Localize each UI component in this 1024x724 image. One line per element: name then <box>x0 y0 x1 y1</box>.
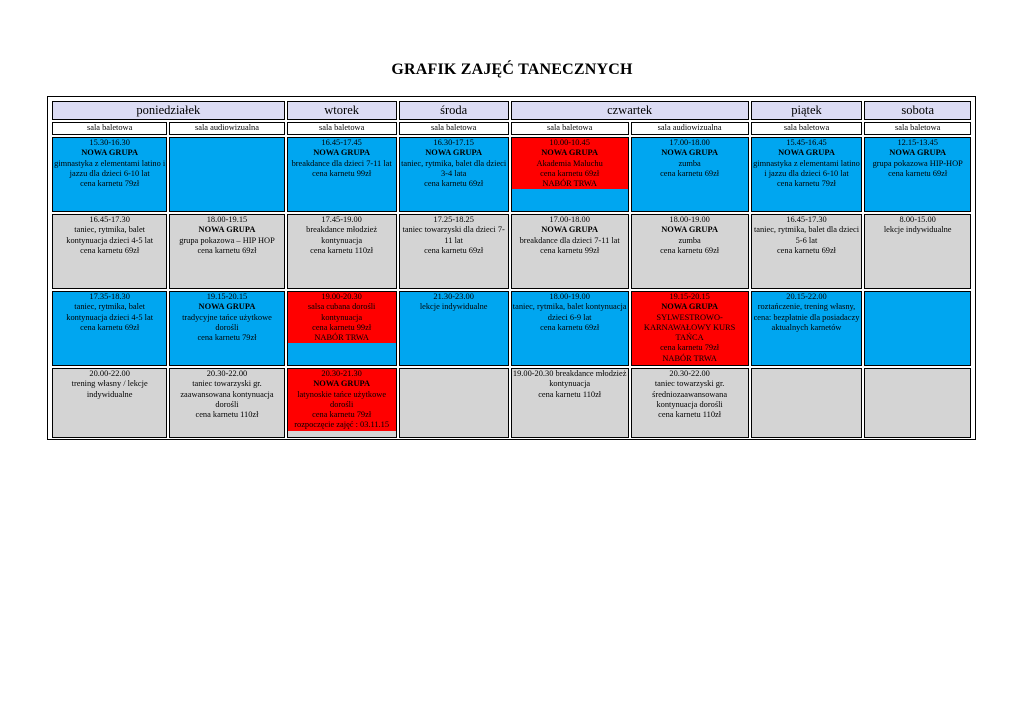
class-text: cena karnetu 99zł <box>312 322 372 332</box>
class-cell <box>751 137 863 212</box>
class-text: cena karnetu 69zł <box>540 168 600 178</box>
schedule-table <box>50 99 973 440</box>
class-text: cena karnetu 79zł <box>776 179 837 189</box>
class-text: 18.00-19.15 <box>206 215 248 224</box>
class-text: gimnastyka z elementami latino i jazzu dla dzieci 6-10 lat <box>54 158 166 178</box>
class-text: cena karnetu 79zł <box>80 179 140 189</box>
class-text: cena karnetu 69zł <box>776 245 837 255</box>
class-text: roztańczenie, trening własny, cena: bezpłatnie dla posiadaczy aktualnych karnetów <box>753 302 860 332</box>
class-cell <box>52 368 167 438</box>
class-text: breakdance dla dzieci 7-11 lat <box>519 235 620 245</box>
class-text: cena karnetu 69zł <box>660 168 720 178</box>
class-text: 17.00-18.00 <box>669 138 710 147</box>
class-cell <box>169 368 284 438</box>
class-text: grupa pokazowa – HIP HOP <box>179 235 275 245</box>
class-cell <box>52 137 167 212</box>
class-text: 20.30-21.30 <box>321 369 362 378</box>
class-text: 16.45-17.45 <box>321 138 362 147</box>
class-text: taniec towarzyski gr. średniozaawansowana kontynuacja dorośli <box>652 379 728 409</box>
class-cell <box>511 368 629 438</box>
class-text: NABÓR TRWA <box>542 179 597 189</box>
day-header: wtorek <box>287 101 397 120</box>
class-text: NABÓR TRWA <box>314 333 369 343</box>
class-text: cena karnetu 69zł <box>540 322 600 332</box>
class-text: 19.15-20.15 <box>206 292 248 301</box>
class-cell <box>287 137 397 212</box>
class-text: cena karnetu 69zł <box>424 179 484 189</box>
room-label: sala baletowa <box>399 122 509 135</box>
class-text: 17.45-19.00 <box>321 215 362 224</box>
class-cell <box>287 291 397 366</box>
class-cell <box>631 368 749 438</box>
room-label: sala audiowizualna <box>169 122 284 135</box>
class-text: 19.00-20.30 breakdance młodzież kontynuacja <box>512 369 627 389</box>
class-text: lekcje indywidualne <box>419 302 488 312</box>
class-cell <box>169 291 284 366</box>
new-group-label: NOWA GRUPA <box>778 148 835 158</box>
class-text: 19.15-20.15 <box>669 292 710 301</box>
class-text: 15.45-16.45 <box>786 138 827 147</box>
class-cell <box>864 368 971 438</box>
class-cell <box>751 368 863 438</box>
day-header: piątek <box>751 101 863 120</box>
class-text: 20.30-22.00 <box>206 369 248 378</box>
room-label: sala baletowa <box>864 122 971 135</box>
new-group-label: NOWA GRUPA <box>81 148 139 158</box>
new-group-label: NOWA GRUPA <box>313 379 371 389</box>
new-group-label: NOWA GRUPA <box>661 302 719 312</box>
class-text: cena karnetu 69zł <box>660 245 720 255</box>
class-text: cena karnetu 110zł <box>310 245 374 255</box>
new-group-label: NOWA GRUPA <box>198 302 256 312</box>
class-text: zumba <box>678 158 701 168</box>
class-cell <box>287 368 397 438</box>
class-text: cena karnetu 99zł <box>312 168 372 178</box>
class-text: 20.15-22.00 <box>786 292 827 301</box>
class-cell <box>751 214 863 289</box>
room-label: sala baletowa <box>511 122 629 135</box>
class-text: 12.15-13.45 <box>897 138 938 147</box>
day-header-row <box>52 101 971 120</box>
new-group-label: NOWA GRUPA <box>313 148 371 158</box>
class-text: taniec towarzyski dla dzieci 7-11 lat <box>402 225 505 245</box>
class-text: cena karnetu 110zł <box>658 410 722 420</box>
class-text: 16.45-17.30 <box>786 215 827 224</box>
class-cell <box>287 214 397 289</box>
new-group-label: NOWA GRUPA <box>541 225 599 235</box>
room-row <box>52 122 971 135</box>
class-text: 16.45-17.30 <box>89 215 130 224</box>
class-text: 19.00-20.30 <box>321 292 362 301</box>
class-text: 21.30-23.00 <box>433 292 474 301</box>
class-text: taniec, rytmika, balet dla dzieci 3-4 lata <box>401 158 507 178</box>
new-group-label: NOWA GRUPA <box>661 225 719 235</box>
class-text: 18.00-19.00 <box>669 215 710 224</box>
class-text: 8.00-15.00 <box>899 215 936 224</box>
class-text: 17.25-18.25 <box>433 215 474 224</box>
class-text: trening własny / lekcje indywidualne <box>71 379 148 399</box>
class-cell <box>864 291 971 366</box>
class-text: 17.00-18.00 <box>549 215 590 224</box>
room-label: sala audiowizualna <box>631 122 749 135</box>
class-cell <box>399 291 509 366</box>
page-title: GRAFIK ZAJĘĆ TANECZNYCH <box>391 61 633 78</box>
class-text: 18.00-19.00 <box>549 292 590 301</box>
class-text: rozpoczęcie zajęć : 03.11.15 <box>294 420 390 430</box>
class-cell <box>511 214 629 289</box>
class-text: 17.35-18.30 <box>89 292 130 301</box>
class-text: taniec, rytmika, balet dla dzieci 5-6 lat <box>753 225 860 245</box>
class-text: lekcje indywidualne <box>883 225 952 235</box>
class-text: taniec, rytmika, balet kontynuacja dzieci 4-5 lat <box>66 302 154 322</box>
class-text: 20.30-22.00 <box>669 369 710 378</box>
class-text: cena karnetu 69zł <box>424 245 484 255</box>
class-cell <box>52 214 167 289</box>
new-group-label: NOWA GRUPA <box>889 148 947 158</box>
class-text: SYLWESTROWO-KARNAWAŁOWY KURS TAŃCA <box>643 312 736 343</box>
highlight-box <box>288 369 396 431</box>
class-cell <box>631 291 749 366</box>
schedule-row <box>52 137 971 212</box>
class-text: taniec towarzyski gr. zaawansowana kontynuacja dorośli <box>180 379 274 409</box>
class-cell <box>399 368 509 438</box>
class-text: grupa pokazowa HIP-HOP <box>872 158 963 168</box>
class-cell <box>399 137 509 212</box>
new-group-label: NOWA GRUPA <box>661 148 719 158</box>
class-text: cena karnetu 69zł <box>80 245 140 255</box>
class-text: cena karnetu 99zł <box>540 245 600 255</box>
new-group-label: NOWA GRUPA <box>198 225 256 235</box>
class-text: gimnastyka z elementami latino i jazzu dla dzieci 6-10 lat <box>753 158 860 178</box>
room-label: sala baletowa <box>751 122 863 135</box>
class-cell <box>169 137 284 212</box>
class-cell <box>52 291 167 366</box>
day-header: poniedziałek <box>52 101 285 120</box>
class-cell <box>631 137 749 212</box>
class-text: breakdance młodzież kontynuacja <box>306 225 378 245</box>
class-cell <box>864 214 971 289</box>
class-text: 15.30-16.30 <box>89 138 130 147</box>
class-text: tradycyjne tańce użytkowe dorośli <box>182 312 272 332</box>
class-text: latynoskie tańce użytkowe dorośli <box>297 389 387 409</box>
class-text: zumba <box>678 235 701 245</box>
class-text: taniec, rytmika, balet kontynuacja dzieci 4-5 lat <box>66 225 154 245</box>
class-cell <box>169 214 284 289</box>
day-header: środa <box>399 101 509 120</box>
class-cell <box>864 137 971 212</box>
class-text: cena karnetu 69zł <box>80 322 140 332</box>
class-text: cena karnetu 69zł <box>888 168 948 178</box>
class-cell <box>511 137 629 212</box>
class-cell <box>631 214 749 289</box>
class-text: cena karnetu 110zł <box>538 389 602 399</box>
class-text: salsa cubana dorośli kontynuacja <box>307 302 376 322</box>
schedule-row <box>52 368 971 438</box>
new-group-label: NOWA GRUPA <box>425 148 483 158</box>
day-header: czwartek <box>511 101 749 120</box>
day-header: sobota <box>864 101 971 120</box>
class-text: cena karnetu 79zł <box>197 333 257 343</box>
class-cell <box>399 214 509 289</box>
class-text: cena karnetu 79zł <box>660 343 720 353</box>
room-label: sala baletowa <box>52 122 167 135</box>
room-label: sala baletowa <box>287 122 397 135</box>
class-text: 10.00-10.45 <box>549 138 590 147</box>
class-text: cena karnetu 69zł <box>197 245 257 255</box>
highlight-box <box>288 292 396 343</box>
class-text: Akademia Maluchu <box>536 158 603 168</box>
class-text: NABÓR TRWA <box>662 353 717 363</box>
class-cell <box>511 291 629 366</box>
schedule-row <box>52 291 971 366</box>
schedule-frame <box>47 96 976 440</box>
class-text: taniec, rytmika, balet kontynuacja dzieci 6-9 lat <box>512 302 627 322</box>
class-text: 20.00-22.00 <box>89 369 130 378</box>
class-cell <box>751 291 863 366</box>
class-text: cena karnetu 79zł <box>312 410 372 420</box>
highlight-box <box>512 138 628 189</box>
class-text: 16.30-17.15 <box>433 138 474 147</box>
schedule-row <box>52 214 971 289</box>
class-text: breakdance dla dzieci 7-11 lat <box>291 158 392 168</box>
new-group-label: NOWA GRUPA <box>541 148 599 158</box>
class-text: cena karnetu 110zł <box>195 410 259 420</box>
